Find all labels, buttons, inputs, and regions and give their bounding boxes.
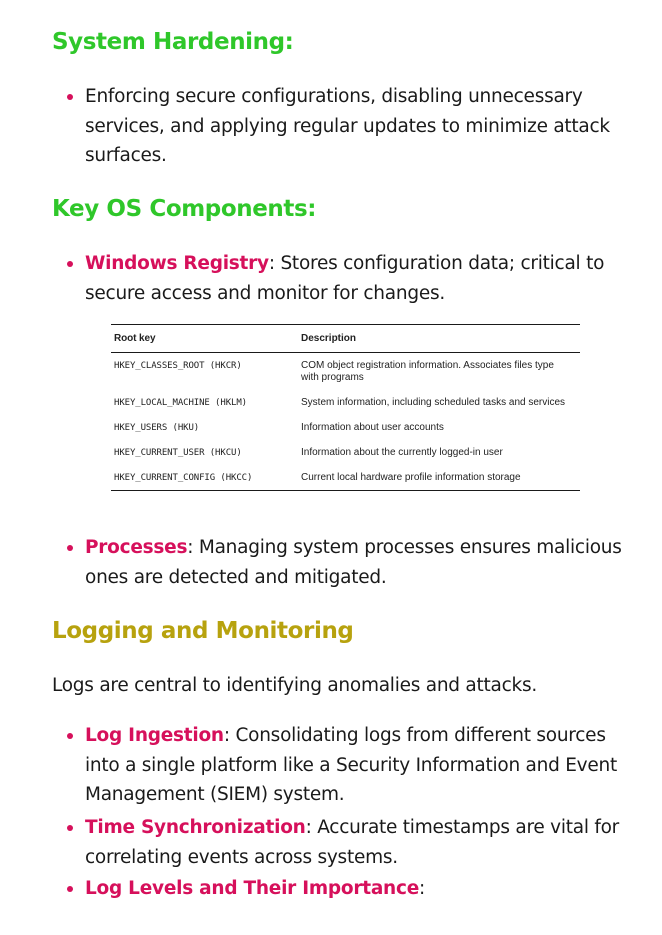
registry-root-keys-table [111, 324, 580, 491]
heading-logging-and-monitoring: Logging and Monitoring [52, 618, 354, 644]
description-cell: Current local hardware profile information storage [301, 472, 521, 483]
bullet-text: : [419, 878, 425, 899]
root-key-cell: HKEY_CLASSES_ROOT (HKCR) [114, 361, 242, 371]
list-item-log-ingestion [85, 721, 645, 810]
column-header-description: Description [301, 333, 357, 344]
list-item-time-synchronization [85, 813, 645, 872]
description-cell: Information about user accounts [301, 422, 444, 433]
table-row [111, 440, 580, 465]
heading-key-os-components: Key OS Components: [52, 196, 317, 222]
root-key-cell: HKEY_CURRENT_CONFIG (HKCC) [114, 473, 253, 483]
root-key-cell: HKEY_USERS (HKU) [114, 423, 200, 433]
bullet-text: : Accurate timestamps are vital for correlating events across systems. [85, 817, 620, 868]
table-row [111, 415, 580, 440]
table-row [111, 353, 580, 390]
term-time-synchronization: Time Synchronization [85, 817, 306, 838]
root-key-cell: HKEY_LOCAL_MACHINE (HKLM) [114, 398, 247, 408]
term-log-levels: Log Levels and Their Importance [85, 878, 419, 899]
bullet-text: : Managing system processes ensures malicious ones are detected and mitigated. [85, 537, 622, 588]
bullet-text: : Stores configuration data; critical to secure access and monitor for changes. [85, 253, 605, 304]
table-row [111, 390, 580, 415]
term-processes: Processes [85, 537, 188, 558]
column-header-root-key: Root key [114, 333, 156, 344]
table-header [111, 325, 580, 353]
description-cell: COM object registration information. Associates files type with programs [301, 360, 554, 383]
bullet-text: : Consolidating logs from different sources into a single platform like a Security Information and Event Management (SIEM) system. [85, 725, 617, 805]
heading-system-hardening: System Hardening: [52, 29, 294, 55]
term-log-ingestion: Log Ingestion [85, 725, 224, 746]
description-cell: Information about the currently logged-in user [301, 447, 503, 458]
root-key-cell: HKEY_CURRENT_USER (HKCU) [114, 448, 242, 458]
description-cell: System information, including scheduled tasks and services [301, 397, 566, 408]
intro-paragraph: Logs are central to identifying anomalies and attacks. [52, 675, 538, 696]
bullet-text: Enforcing secure configurations, disabling unnecessary services, and applying regular updates to minimize attack surfaces. [85, 86, 610, 166]
list-item-log-levels [85, 874, 645, 904]
list-item-windows-registry [85, 249, 645, 308]
list-item-processes [85, 533, 645, 592]
list-item [85, 82, 645, 171]
table-row [111, 465, 580, 490]
term-windows-registry: Windows Registry [85, 253, 269, 274]
